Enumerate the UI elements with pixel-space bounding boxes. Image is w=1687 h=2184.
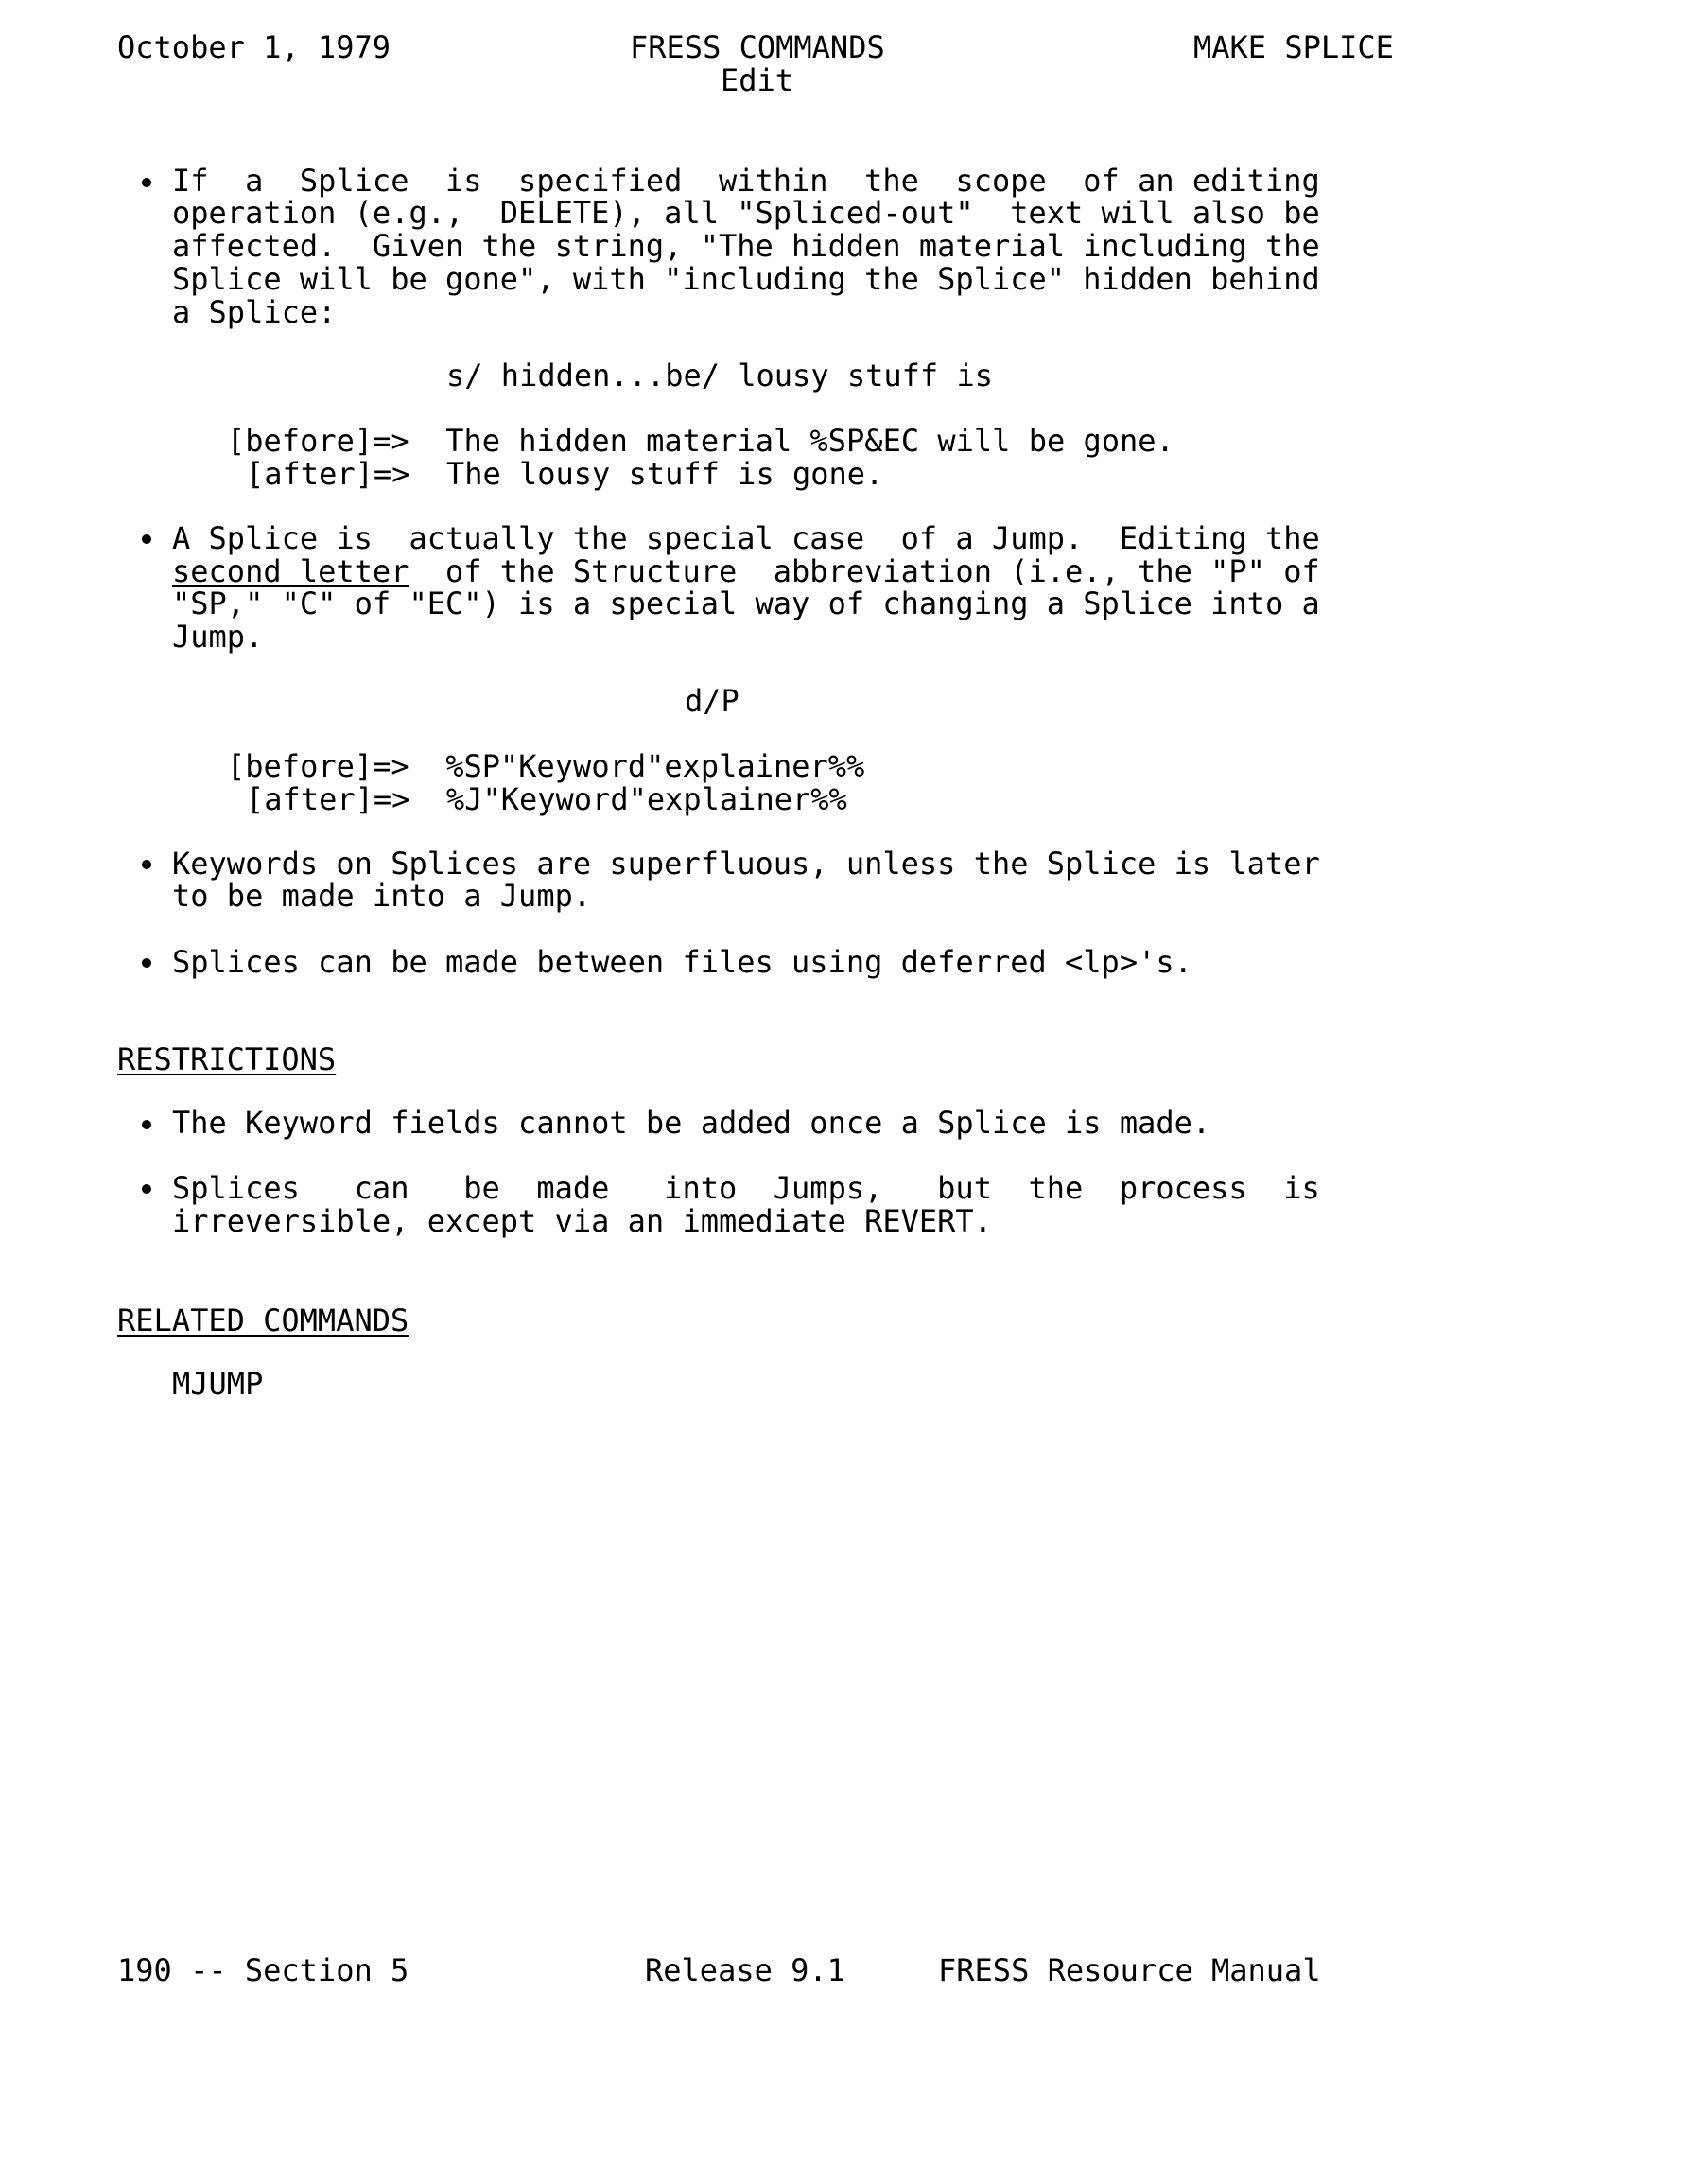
- bullet-1-line-4: Splice will be gone", with "including the Splice" hidden behind: [172, 261, 1320, 297]
- bullet-1-line-2: operation (e.g., DELETE), all "Spliced-out" text will also be: [172, 195, 1320, 231]
- bullet-2-line-2-rest: of the Structure abbreviation (i.e., the "P" of: [409, 553, 1320, 589]
- bullet-1-before: [before]=> The hidden material %SP&EC will be gone.: [227, 423, 1174, 459]
- bullet-2-before: [before]=> %SP"Keyword"explainer%%: [227, 748, 865, 784]
- header-date: October 1, 1979: [117, 29, 391, 65]
- restriction-2-line-1: Splices can be made into Jumps, but the process is: [172, 1170, 1320, 1206]
- bullet-dot: [142, 1120, 151, 1129]
- footer-manual: FRESS Resource Manual: [938, 1952, 1321, 1988]
- bullet-1-line-3: affected. Given the string, "The hidden material including the: [172, 228, 1320, 264]
- underlined-phrase: second letter: [172, 553, 409, 589]
- footer-release: Release 9.1: [645, 1952, 845, 1988]
- header-command: MAKE SPLICE: [1193, 29, 1394, 65]
- restriction-1: The Keyword fields cannot be added once a Splice is made.: [172, 1105, 1211, 1141]
- related-command-item: MJUMP: [172, 1366, 264, 1402]
- bullet-2-line-4: Jump.: [172, 619, 264, 655]
- bullet-1-line-1: If a Splice is specified within the scope of an editing: [172, 163, 1320, 199]
- header-title: FRESS COMMANDS: [630, 29, 885, 65]
- header-subtitle: Edit: [721, 62, 794, 98]
- related-commands-heading: RELATED COMMANDS: [117, 1302, 409, 1338]
- bullet-4-line-1: Splices can be made between files using deferred <lp>'s.: [172, 944, 1192, 980]
- bullet-2-line-1: A Splice is actually the special case of a Jump. Editing the: [172, 520, 1320, 556]
- restriction-2-line-2: irreversible, except via an immediate REVERT.: [172, 1203, 992, 1239]
- bullet-1-line-5: a Splice:: [172, 294, 337, 330]
- footer-page: 190 -- Section 5: [117, 1952, 409, 1988]
- bullet-dot: [142, 178, 151, 187]
- bullet-2-line-2: [172, 553, 1320, 589]
- bullet-3-line-1: Keywords on Splices are superfluous, unless the Splice is later: [172, 846, 1320, 882]
- bullet-2-after: [after]=> %J"Keyword"explainer%%: [246, 781, 847, 817]
- bullet-dot: [142, 1184, 151, 1194]
- bullet-dot: [142, 860, 151, 869]
- bullet-dot: [142, 958, 151, 968]
- bullet-3-line-2: to be made into a Jump.: [172, 878, 592, 914]
- bullet-dot: [142, 534, 151, 544]
- bullet-2-line-3: "SP," "C" of "EC") is a special way of changing a Splice into a: [172, 585, 1320, 621]
- bullet-1-after: [after]=> The lousy stuff is gone.: [246, 456, 884, 492]
- bullet-1-command: s/ hidden...be/ lousy stuff is: [446, 358, 993, 393]
- bullet-2-command: d/P: [685, 683, 739, 719]
- restrictions-heading: RESTRICTIONS: [117, 1041, 337, 1077]
